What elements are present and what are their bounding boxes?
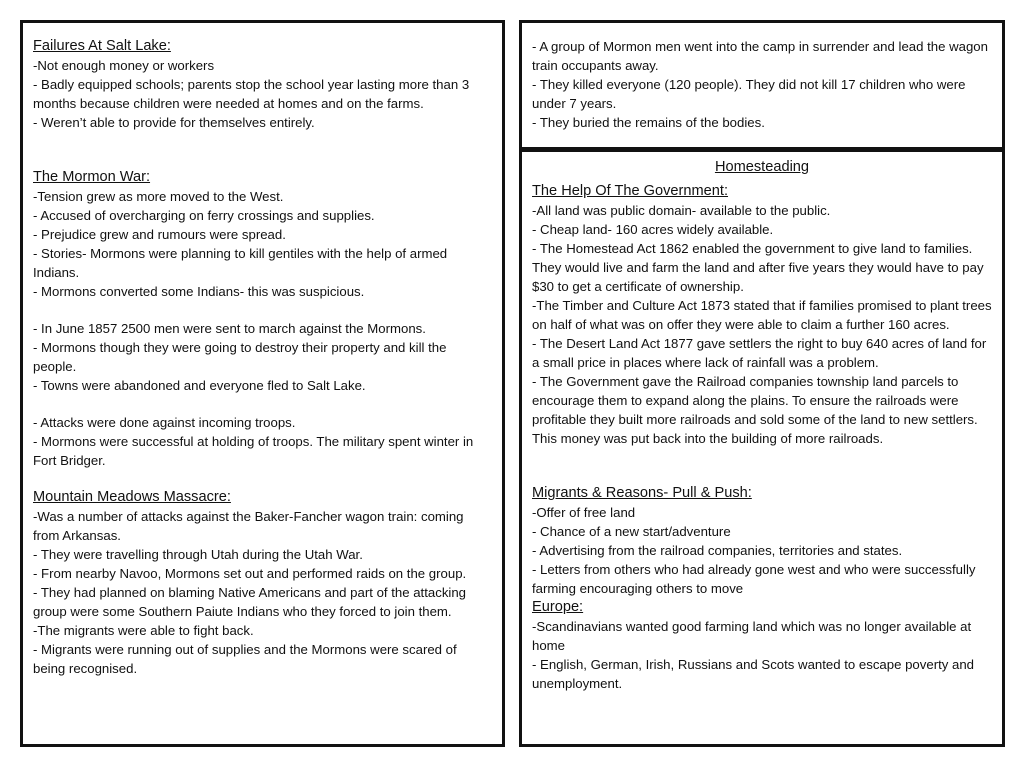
europe-heading: Europe: — [532, 599, 584, 615]
massacre-continued-line: - A group of Mormon men went into the camp in surrender and lead the wagon train occupants away. — [532, 39, 992, 73]
mormon-war-line: - Mormons converted some Indians- this was suspicious. — [33, 284, 365, 299]
government-line: - Cheap land- 160 acres widely available. — [532, 222, 774, 237]
migrants-heading: Migrants & Reasons- Pull & Push: — [532, 485, 752, 501]
mormon-war-line: -Tension grew as more moved to the West. — [33, 189, 284, 204]
mormon-war-line: - Mormons though they were going to destroy their property and kill the people. — [33, 340, 451, 374]
salt-lake-heading: Failures At Salt Lake: — [33, 38, 171, 54]
mormon-war-heading: The Mormon War: — [33, 169, 151, 185]
migrants-line: - Advertising from the railroad companies, territories and states. — [532, 543, 903, 558]
mormon-war-line: - In June 1857 2500 men were sent to march against the Mormons. — [33, 321, 426, 336]
massacre-line: - Migrants were running out of supplies and the Mormons were scared of being recognised. — [33, 642, 461, 676]
europe-line: - English, German, Irish, Russians and Scots wanted to escape poverty and unemployment. — [532, 657, 978, 691]
government-line: -The Timber and Culture Act 1873 stated that if families promised to plant trees on half of what was on offer they were able to claim a further 160 acres. — [532, 298, 996, 332]
massacre-continued-line: - They killed everyone (120 people). They did not kill 17 children who were under 7 years. — [532, 77, 970, 111]
massacre-line: - From nearby Navoo, Mormons set out and performed raids on the group. — [33, 566, 467, 581]
government-line: -All land was public domain- available to the public. — [532, 203, 831, 218]
migrants-line: - Chance of a new start/adventure — [532, 524, 731, 539]
massacre-continued-line: - They buried the remains of the bodies. — [532, 115, 765, 130]
migrants-line: -Offer of free land — [532, 505, 636, 520]
left-panel — [20, 20, 505, 747]
migrants-line: - Letters from others who had already gone west and who were successfully farming encouraging others to move — [532, 562, 980, 596]
homesteading-title: Homesteading — [714, 159, 810, 175]
salt-lake-line: - Weren’t able to provide for themselves entirely. — [33, 115, 315, 130]
massacre-line: -Was a number of attacks against the Baker-Fancher wagon train: coming from Arkansas. — [33, 509, 468, 543]
massacre-line: - They were travelling through Utah during the Utah War. — [33, 547, 363, 562]
right-top-panel — [519, 20, 1005, 150]
mormon-war-line: - Prejudice grew and rumours were spread. — [33, 227, 286, 242]
mormon-war-line: - Towns were abandoned and everyone fled to Salt Lake. — [33, 378, 366, 393]
right-bottom-panel — [519, 149, 1005, 747]
mormon-war-line: - Accused of overcharging on ferry crossings and supplies. — [33, 208, 375, 223]
government-line: - The Homestead Act 1862 enabled the government to give land to families. They would live and farm the land and after five years they would have to pay $30 to get a certificate of ownership. — [532, 241, 988, 294]
massacre-heading: Mountain Meadows Massacre: — [33, 489, 231, 505]
massacre-line: -The migrants were able to fight back. — [33, 623, 254, 638]
government-line: - The Desert Land Act 1877 gave settlers the right to buy 640 acres of land for a small price in places where lack of rainfall was a problem. — [532, 336, 990, 370]
government-line: - The Government gave the Railroad companies township land parcels to encourage them to expand along the plains. To ensure the railroads were profitable they built more railroads and sold some of the land to new settlers. This money was put back into the building of more railroads. — [532, 374, 982, 446]
mormon-war-line: - Stories- Mormons were planning to kill gentiles with the help of armed Indians. — [33, 246, 451, 280]
mormon-war-line: - Mormons were successful at holding of troops. The military spent winter in Fort Bridger. — [33, 434, 477, 468]
mormon-war-line: - Attacks were done against incoming troops. — [33, 415, 296, 430]
massacre-line: - They had planned on blaming Native Americans and part of the attacking group were some Southern Paiute Indians who they forced to join them. — [33, 585, 470, 619]
salt-lake-line: -Not enough money or workers — [33, 58, 215, 73]
salt-lake-line: - Badly equipped schools; parents stop the school year lasting more than 3 months because children were needed at homes and on the farms. — [33, 77, 473, 111]
europe-line: -Scandinavians wanted good farming land which was no longer available at home — [532, 619, 975, 653]
government-heading: The Help Of The Government: — [532, 183, 729, 199]
